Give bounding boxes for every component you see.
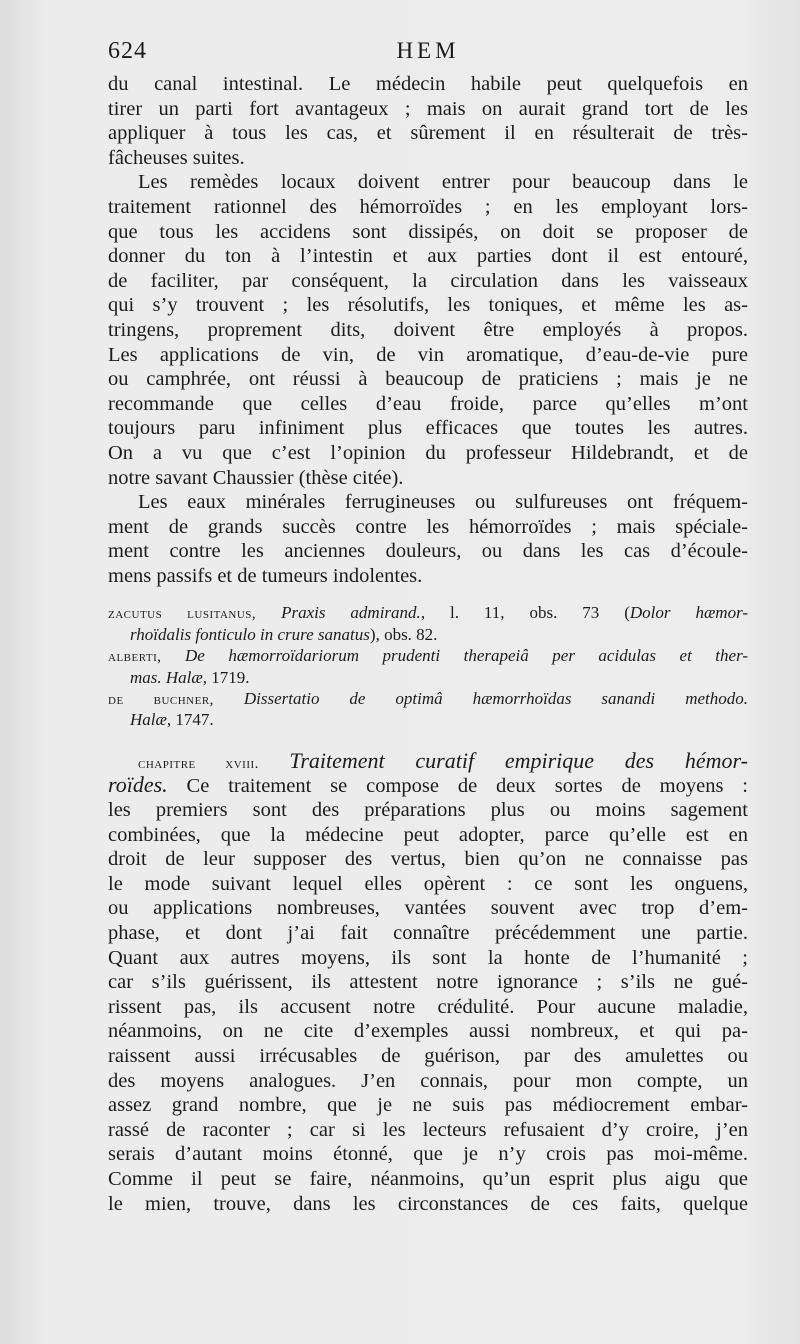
- text-line: serais d’autant moins étonné, que je n’y crois pas moi-même.: [108, 1143, 748, 1166]
- reference-continuation: [108, 624, 748, 645]
- text-block: [108, 72, 748, 1216]
- text-line: les premiers sont des préparations plus ou moins sagement: [108, 799, 748, 821]
- reference-title: De hæmorroïdariorum prudenti therapeiâ per acidulas et ther-: [185, 646, 748, 666]
- text-line: notre savant Chaussier (thèse citée).: [108, 466, 404, 489]
- reference-author: de buchner,: [108, 692, 214, 709]
- text-line: appliquer à tous les cas, et sûrement il en résulterait de très-: [108, 122, 748, 145]
- text-line: rissent pas, ils accusent notre crédulité. Pour aucune maladie,: [108, 995, 748, 1018]
- reference-author: zacutus lusitanus,: [108, 606, 257, 623]
- text-line: rassé de raconter ; car si les lecteurs refusaient d’y croire, j’en: [108, 1118, 748, 1141]
- reference-title: Praxis admirand.: [281, 603, 421, 623]
- reference-details: , l. 11, obs. 73 (: [420, 603, 630, 623]
- text-line: raissent aussi irrécusables de guérison, par des amulettes ou: [108, 1044, 748, 1067]
- chapter-heading-line: [108, 749, 748, 774]
- text-line: le mien, trouve, dans les circonstances de ces faits, quelque: [108, 1192, 748, 1215]
- text-line: Les applications de vin, de vin aromatique, d’eau-de-vie pure: [108, 343, 748, 366]
- text-line: phase, et dont j’ai fait connaître précédemment une partie.: [108, 921, 748, 944]
- text-line: combinées, que la médecine peut adopter, parce qu’elle est en: [108, 823, 748, 846]
- text-line: ment de grands succès contre les hémorroïdes ; mais spéciale-: [108, 515, 748, 538]
- reference-continuation: [108, 709, 748, 730]
- page-number: 624: [108, 38, 147, 64]
- text-line: assez grand nombre, que je ne suis pas médiocrement embar-: [108, 1094, 748, 1117]
- text-line: Les eaux minérales ferrugineuses ou sulfureuses ont fréquem-: [138, 491, 748, 514]
- text-line: ment contre les anciennes douleurs, ou dans les cas d’écoule-: [108, 540, 748, 563]
- text-line: recommande que celles d’eau froide, parce qu’elles m’ont: [108, 392, 748, 415]
- reference-details: 1747.: [171, 710, 214, 730]
- chapter-section: [108, 749, 748, 1216]
- bibliography: [108, 602, 748, 730]
- text-line: tirer un parti fort avantageux ; mais on aurait grand tort de les: [108, 97, 748, 120]
- text-line: Quant aux autres moyens, ils sont la honte de l’humanité ;: [108, 946, 748, 969]
- text-line: ou applications nombreuses, vantées souvent avec trop d’em-: [108, 897, 748, 920]
- text-line: traitement rationnel des hémorroïdes ; en les employant lors-: [108, 195, 748, 218]
- chapter-label: chapitre xviii.: [138, 755, 259, 772]
- paragraph-continuation: [108, 72, 748, 170]
- text-line: droit de leur supposer des vertus, bien qu’on ne connaisse pas: [108, 848, 748, 871]
- reference-details: ), obs. 82.: [369, 624, 438, 644]
- text-line: du canal intestinal. Le médecin habile peut quelquefois en: [108, 73, 748, 95]
- reference-details: 1719.: [206, 667, 250, 687]
- text-line: de faciliter, par conséquent, la circulation dans les vaisseaux: [108, 269, 748, 292]
- text-line: qui s’y trouvent ; les résolutifs, les toniques, et même les as-: [108, 294, 748, 317]
- reference-subtitle: rhoïdalis fonticulo in crure sanatus: [130, 624, 370, 644]
- reference-author: alberti,: [108, 649, 162, 666]
- chapter-title-continuation: roïdes.: [108, 773, 168, 798]
- text-line: Comme il peut se faire, néanmoins, qu’un esprit plus aigu que: [108, 1167, 748, 1190]
- text-line: mens passifs et de tumeurs indolentes.: [108, 564, 423, 587]
- text-line: car s’ils guérissent, ils attestent notre ignorance ; s’ils ne gué-: [108, 971, 748, 994]
- text-line: toujours paru infiniment plus efficaces que toutes les autres.: [108, 417, 748, 440]
- text-line: des moyens analogues. J’en connais, pour mon compte, un: [108, 1069, 748, 1092]
- text-run: Ce traitement se compose de deux sortes de moyens :: [167, 775, 748, 798]
- reference-entry: [108, 645, 748, 666]
- running-head: HEM: [396, 38, 460, 63]
- chapter-title: Traitement curatif empirique des hémor-: [289, 748, 748, 773]
- reference-continuation: [108, 667, 748, 688]
- page-header: [108, 38, 748, 68]
- text-line: donner du ton à l’intestin et aux parties dont il est entouré,: [108, 245, 748, 268]
- reference-subtitle: Dolor hæmor-: [629, 603, 748, 623]
- paragraph-local-remedies: [108, 170, 748, 490]
- text-line: ou camphrée, ont réussi à beaucoup de praticiens ; mais je ne: [108, 368, 748, 391]
- reference-title: mas. Halæ,: [130, 667, 207, 687]
- text-line: néanmoins, on ne cite d’exemples aussi nombreux, et qui pa-: [108, 1020, 748, 1043]
- reference-entry: [108, 602, 748, 623]
- text-line: [108, 773, 748, 798]
- text-line: On a vu que c’est l’opinion du professeur Hildebrandt, et de: [108, 441, 748, 464]
- text-line: le mode suivant lequel elles opèrent : ce sont les onguens,: [108, 872, 748, 895]
- text-line: fâcheuses suites.: [108, 146, 245, 169]
- reference-title: Dissertatio de optimâ hæmorrhoïdas sanandi methodo.: [243, 689, 748, 709]
- text-line: que tous les accidens sont dissipés, on doit se proposer de: [108, 220, 748, 243]
- reference-entry: [108, 688, 748, 709]
- paragraph-mineral-waters: [108, 490, 748, 588]
- reference-title: Halæ,: [130, 710, 172, 730]
- text-line: Les remèdes locaux doivent entrer pour beaucoup dans le: [138, 171, 748, 194]
- text-line: tringens, proprement dits, doivent être employés à propos.: [108, 318, 748, 341]
